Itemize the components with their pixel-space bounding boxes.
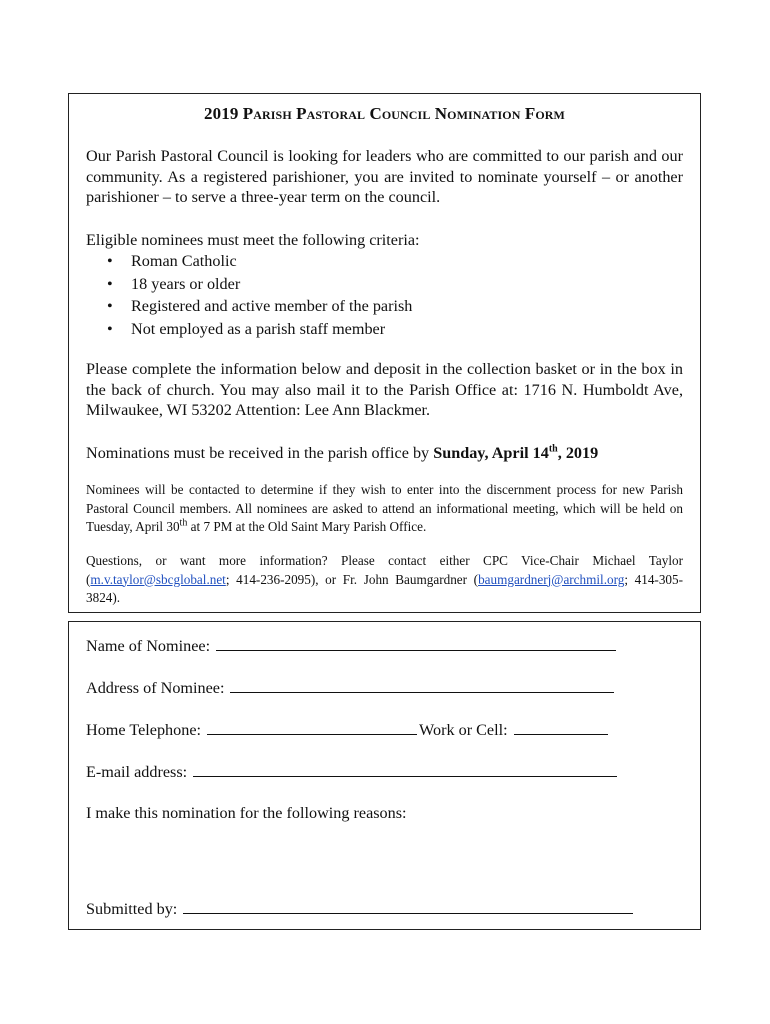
home-telephone-field[interactable] (207, 720, 417, 735)
bullet-icon: • (107, 297, 113, 315)
nominee-address-label: Address of Nominee: (86, 679, 225, 697)
reasons-label: I make this nomination for the following reasons: (86, 804, 407, 822)
bullet-icon: • (107, 319, 113, 338)
email-row (86, 762, 617, 782)
nominee-address-row (86, 678, 614, 698)
intro-paragraph: Our Parish Pastoral Council is looking for leaders who are committed to our parish and our community. As a registered parishioner, you are invited to nominate yourself – or another parishioner – to serve a three-year term on the council. (86, 147, 683, 206)
criteria-heading: Eligible nominees must meet the following criteria: (86, 231, 420, 249)
criteria-item: • Registered and active member of the parish (107, 295, 412, 318)
submitted-by-label: Submitted by: (86, 900, 178, 918)
work-cell-field[interactable] (514, 720, 608, 735)
email-label: E-mail address: (86, 763, 188, 781)
criteria-item: • Roman Catholic (107, 250, 412, 273)
instructions-paragraph: Please complete the information below and deposit in the collection basket or in the box in the back of church. You may also mail it to the Parish Office at: 1716 N. Humboldt Ave, Milwaukee, WI 53202 Attention: Lee Ann Blackmer. (86, 360, 683, 419)
bullet-icon: • (107, 274, 113, 293)
form-title: 2019 Parish Pastoral Council Nomination Form (204, 104, 565, 123)
deadline-date: Sunday, April 14 (433, 444, 549, 462)
nominee-address-field[interactable] (230, 678, 614, 693)
nominee-name-field[interactable] (216, 636, 616, 651)
criteria-list (107, 250, 412, 340)
taylor-email-link[interactable]: m.v.taylor@sbcglobal.net (90, 571, 226, 587)
submitted-by-field[interactable] (183, 899, 633, 914)
contact-note: Nominees will be contacted to determine if they wish to enter into the discernment process for new Parish Pastoral Council members. All nominees are asked to attend an informational meeting, which will be held on Tuesday, April 30th at 7 PM at the Old Saint Mary Parish Office. (86, 482, 683, 534)
nominee-name-label: Name of Nominee: (86, 637, 211, 655)
reasons-row (86, 803, 407, 823)
submitted-by-row (86, 899, 633, 919)
criteria-item: • 18 years or older (107, 273, 412, 296)
deadline-paragraph: Nominations must be received in the parish office by Sunday, April 14th, 2019 (86, 443, 599, 462)
questions-paragraph: Questions, or want more information? Please contact either CPC Vice-Chair Michael Taylor (m.v.taylor@sbcglobal.net; 414-236-2095), or Fr. John Baumgardner (baumgardnerj@archmil.org; 414-305-3824). (86, 553, 683, 605)
info-section (68, 93, 701, 613)
telephone-row (86, 720, 608, 740)
email-field[interactable] (193, 762, 617, 777)
criteria-item: • Not employed as a parish staff member (107, 318, 412, 341)
bullet-icon: • (107, 252, 113, 270)
work-cell-label: Work or Cell: (419, 721, 508, 739)
nominee-name-row (86, 636, 616, 656)
baumgardner-email-link[interactable]: baumgardnerj@archmil.org (478, 571, 625, 587)
nomination-form (68, 621, 701, 930)
home-telephone-label: Home Telephone: (86, 721, 201, 739)
